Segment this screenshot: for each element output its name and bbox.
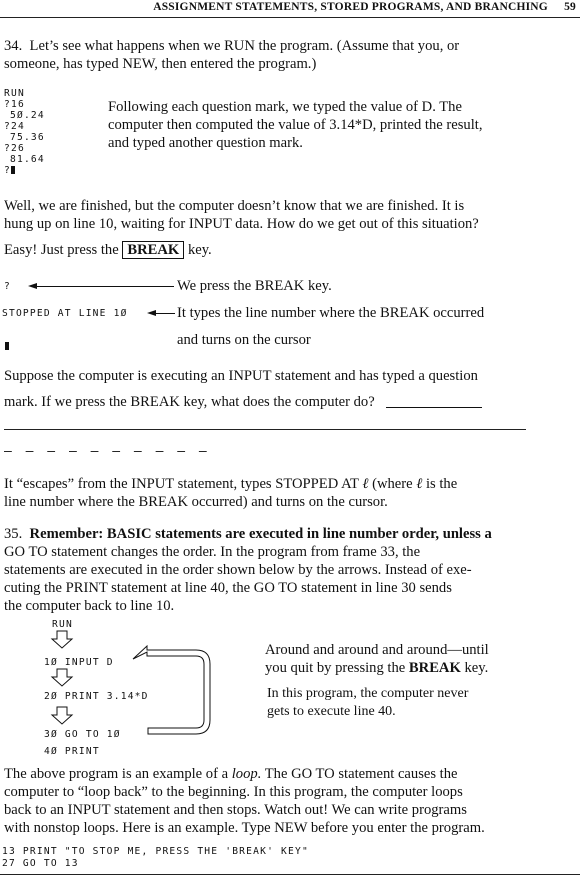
answer-dash-line: — — — — — — — — — —	[4, 444, 210, 459]
frame35-line3: statements are executed in the order shown below by the arrows. Instead of exe-	[4, 562, 472, 578]
example-cursor-text: and turns on the cursor	[177, 332, 311, 348]
frame35-line4: cuting the PRINT statement at line 40, the GO TO statement in line 30 sends	[4, 580, 452, 596]
answer-line2: line number where the BREAK occurred) and turns on the cursor.	[4, 494, 388, 510]
page-number: 59	[564, 1, 576, 13]
frame35-lead: Remember: BASIC statements are executed in line number order, unless a	[29, 526, 492, 542]
down-arrow-icon	[52, 669, 72, 686]
code-line: ?16	[4, 99, 25, 110]
question-text: mark. If we press the BREAK key, what does the computer do?	[4, 394, 375, 410]
prog-line-20: 2Ø PRINT 3.14*D	[44, 691, 149, 702]
arrow-shaft	[155, 313, 175, 314]
answer-blank	[386, 395, 482, 408]
answer-var: ℓ	[416, 476, 423, 492]
frame35-line1	[4, 525, 492, 543]
loop-note1-line1: Around and around and around—until	[265, 642, 489, 658]
loop-back-arrow-icon	[133, 646, 210, 734]
loop-note1-line2	[265, 659, 488, 677]
example-q-text: We press the BREAK key.	[177, 278, 332, 294]
para2-line2: hung up on line 10, waiting for INPUT data. How do we get out of this situation?	[4, 216, 479, 232]
frame34-intro-line2: someone, has typed NEW, then entered the program.)	[4, 56, 317, 72]
run-code-block	[4, 88, 45, 176]
arrow-shaft	[36, 286, 174, 287]
frame34-intro-line1	[4, 37, 459, 55]
loop-para-line4: with nonstop loops. Here is an example. Type NEW before you enter the program.	[4, 820, 485, 836]
example-cursor	[5, 336, 9, 354]
loop-para-line2: computer to “loop back” to the beginning. In this program, the computer loops	[4, 784, 463, 800]
note-text: key.	[464, 660, 489, 676]
break-key-box: BREAK	[122, 241, 184, 259]
code-line: ?26	[4, 143, 25, 154]
stopped-at-line: STOPPED AT LINE 1Ø	[2, 308, 128, 319]
example-question-mark: ?	[4, 281, 11, 292]
prog-line-10: 1Ø INPUT D	[44, 657, 114, 668]
prog-line-30: 3Ø GO TO 1Ø	[44, 729, 121, 740]
frame34-intro-text: Let’s see what happens when we RUN the program. (Assume that you, or	[29, 38, 460, 54]
frame34-number: 34.	[4, 38, 23, 54]
frame35-line5: the computer back to line 10.	[4, 598, 175, 614]
easy-line	[4, 241, 212, 259]
header-title: ASSIGNMENT STATEMENTS, STORED PROGRAMS, AND BRANCHING	[153, 1, 548, 13]
code-line: ?24	[4, 121, 25, 132]
answer-var: ℓ	[362, 476, 369, 492]
loop-para-line1	[4, 765, 458, 783]
down-arrow-icon	[52, 707, 72, 724]
answer-text: It “escapes” from the INPUT statement, types STOPPED AT	[4, 476, 359, 492]
answer-line1	[4, 475, 457, 493]
para-text: The GO TO statement causes the	[264, 766, 458, 782]
cursor-block	[11, 166, 15, 174]
prog-run: RUN	[52, 619, 73, 630]
run-desc-line2: computer then computed the value of 3.14*D, printed the result,	[108, 117, 483, 133]
run-desc-line1: Following each question mark, we typed the value of D. The	[108, 99, 462, 115]
header-rule	[0, 17, 580, 18]
down-arrow-icon	[52, 631, 72, 648]
answer-text: is the	[426, 476, 458, 492]
code-line-prompt	[4, 165, 45, 176]
easy-post: key.	[187, 242, 212, 258]
frame35-line2: GO TO statement changes the order. In the program from frame 33, the	[4, 544, 421, 560]
question-line2	[4, 393, 482, 411]
prompt-mark: ?	[4, 165, 11, 176]
code-line: 81.64	[10, 154, 45, 165]
nonstop-code-line2: 27 GO TO 13	[2, 858, 79, 869]
cursor-block	[5, 342, 9, 350]
note-text: you quit by pressing the	[265, 660, 406, 676]
question-line1: Suppose the computer is executing an INPUT statement and has typed a question	[4, 368, 478, 384]
loop-note2-line1: In this program, the computer never	[267, 686, 469, 701]
para2-line1: Well, we are finished, but the computer doesn’t know that we are finished. It is	[4, 198, 465, 214]
para-term-loop: loop.	[231, 766, 262, 782]
run-desc-line3: and typed another question mark.	[108, 135, 303, 151]
loop-note2-line2: gets to execute line 40.	[267, 704, 396, 719]
running-header	[153, 1, 576, 13]
code-line: 75.36	[10, 132, 45, 143]
code-line: RUN	[4, 88, 25, 99]
frame35-number: 35.	[4, 526, 23, 542]
note-break: BREAK	[408, 660, 461, 676]
loop-para-line3: back to an INPUT statement and then stops. Watch out! We can write programs	[4, 802, 467, 818]
nonstop-code-line1: 13 PRINT "TO STOP ME, PRESS THE 'BREAK' KEY"	[2, 846, 309, 857]
footer-rule	[0, 874, 580, 875]
example-stop-text: It types the line number where the BREAK occurred	[177, 305, 485, 321]
answer-text: (where	[372, 476, 413, 492]
easy-pre: Easy! Just press the	[4, 242, 119, 258]
prog-line-40: 4Ø PRINT	[44, 746, 100, 757]
answer-separator-rule	[4, 429, 526, 430]
para-text: The above program is an example of a	[4, 766, 229, 782]
code-line: 5Ø.24	[10, 110, 45, 121]
